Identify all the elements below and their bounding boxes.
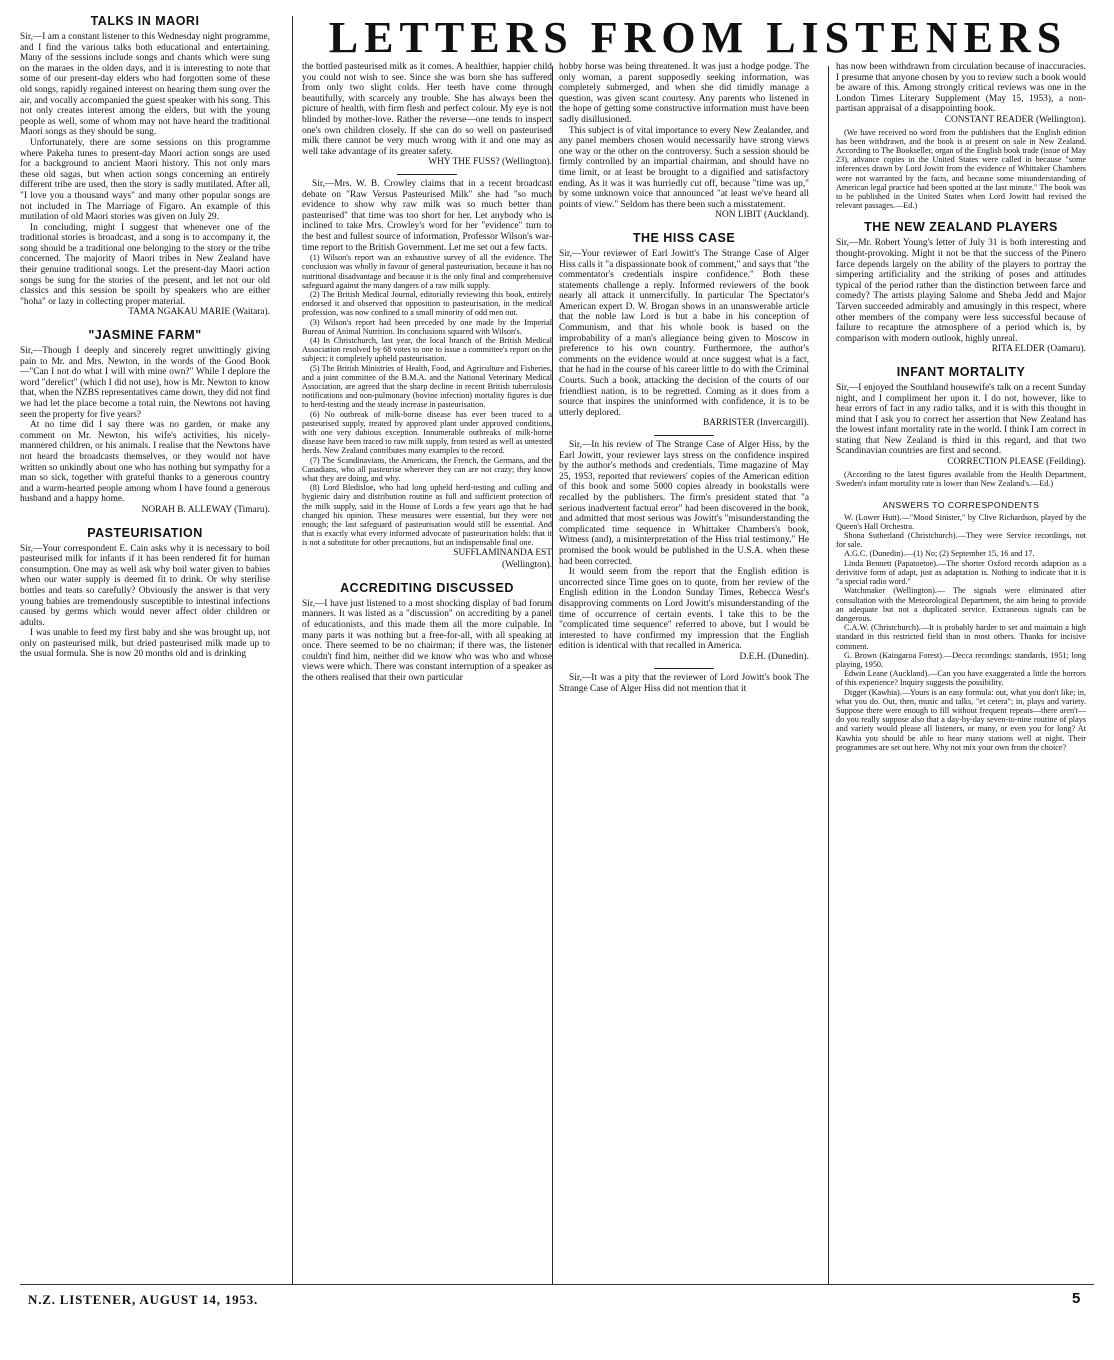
letter-signature: NON LIBIT (Auckland).	[715, 210, 809, 221]
answers-heading: ANSWERS TO CORRESPONDENTS	[882, 500, 1040, 511]
editor-note: (We have received no word from the publishers that the English edition has been withdrawn, and the book is at present on sale in New Zealand. According to The Bookseller, organ of the English book trade (issue of May 23), advance copies in the United States were called in because "some inferences drawn by Lord Jowitt from the evidence of Whittaker Chambers were not warranted by the facts, and because some misunderstanding of American legal practice had been spotted at the last minute." The book was to be published in the United States when Lord Jowitt had revised the relevant passages.—Ed.)	[836, 127, 1086, 211]
footer-publication-date: N.Z. LISTENER, AUGUST 14, 1953.	[28, 1292, 259, 1307]
letter-signature-place: (Wellington).	[501, 560, 552, 571]
letter-signature: NORAH B. ALLEWAY (Timaru).	[141, 504, 270, 515]
numbered-fact: (8) Lord Bledisloe, who had long upheld herd-testing and culling and hygienic dairy and distribution routine as full and sufficient protection of the milk supply, said in the House of Lords a few years ago that he had changed his opinion. These measures were essential, but they were not enough; the last safeguard of pasteurisation would still be essential. And that is exactly what every informed advocate of pasteurisation holds: that it is not a substitute for other precautions, but an indispensable final one.	[302, 483, 552, 548]
divider	[654, 435, 714, 436]
column-2	[302, 62, 552, 684]
answer-item: A.G.C. (Dunedin).—(1) No; (2) September 15, 16 and 17.	[844, 549, 1035, 559]
letter-paragraph: Sir,—In his review of The Strange Case of Alger Hiss, by the Earl Jowitt, your reviewer lays stress on the confidence inspired by the author's methods and credentials. Time magazine of May 25, 1953, reported that reviewers' copies of the American edition of this book and some 5000 copies already in bookstalls were recalled by the publishers. The firm's president stated that "a serious inadvertent factual error" had been discovered in the book, and admitted that most serious was Jowitt's "misunderstanding the complicated time sequence in Whittaker Chambers's book, Witness (and), a misinterpretation of the Hiss trial testimony." He promised the book would be published in the U.S.A. when these had been corrected.	[559, 440, 809, 567]
divider	[654, 668, 714, 669]
answer-item: Watchmaker (Wellington).— The signals were eliminated after consultation with the Meteorological Department, the aim being to provide an adequate but not a duplicated service. Extraneous signals can be dangerous.	[836, 586, 1086, 623]
letter-paragraph: In concluding, might I suggest that whenever one of the traditional stories is broadcast, and a song is to accompany it, the song should be a traditional one belonging to the story or the tribe concerned. The majority of Maori tribes in New Zealand have their genuine traditional songs. Let the present-day Maori action songs be sung for the stories of the present, and let not our old classics and this session be spoilt by speakers who are either "hoha" or lazy in collecting proper material.	[20, 222, 270, 307]
letter-paragraph: Sir,—I am a constant listener to this Wednesday night programme, and I find the various talks both educational and entertaining. Many of the sessions include songs and chants which were sung on the maraes in the olden days, and it is interesting to note that some of our present-day elders who had forgotten some of these old songs, rapidly regained interest on hearing them sung over the air, and vocally accompanied the guest speaker with his song. This not only creates interest among the elders, but with the young people as well, some of whom may not have heard the traditional Maori songs as they should be sung.	[20, 32, 270, 138]
editor-note: (According to the latest figures available from the Health Department, Sweden's infant mortality rate is lower than New Zealand's.—Ed.)	[836, 469, 1086, 488]
column-1	[20, 14, 270, 660]
column-rule	[292, 16, 293, 1284]
footer-rule	[20, 1284, 1094, 1285]
letter-paragraph: At no time did I say there was no garden, or make any comment on Mr. Newton, his wife's activities, his nicely-mannered children, or his animals. I realise that the Newtons have not heard the broadcasts themselves, or they would not have written so unkindly about one who has nothing but sympathy for a man so sick, together with grateful thanks to a generous country and a warm-hearted people among whom I have found a generous husband and a happy home.	[20, 420, 270, 505]
letter-paragraph: the bottled pasteurised milk as it comes. A healthier, happier child you could not wish to see. Since she was born she has suffered from only two slight colds. Her teeth have come through beautifully, with scarcely any trouble. She has always been the picture of health, with firm flesh and perfect colour. My eye is not blinded by mother-love. Rather the reverse—one tends to inspect one's own children closely. If she can do so well on pasteurised milk there cannot be very much wrong with it and one may as well take advantage of its greater safety.	[302, 62, 552, 157]
numbered-fact: (7) The Scandinavians, the Americans, the French, the Germans, and the Canadians, who all pasteurise wherever they can are not crazy; they know what they are doing, and why.	[302, 455, 552, 483]
numbered-fact: (3) Wilson's report had been preceded by one made by the Imperial Bureau of Animal Nutrition. Its conclusions squared with Wilson's.	[302, 317, 552, 336]
letter-signature: D.E.H. (Dunedin).	[739, 651, 809, 662]
letter-paragraph: has now been withdrawn from circulation because of inaccuracies. I presume that anyone chosen by you to review such a book would be aware of this. Among strongly critical reviews was one in the London Times Literary Supplement (May 15, 1953), a non-partisan appraisal of a disappointing book.	[836, 62, 1086, 115]
answer-item: W. (Lower Hutt).—"Mood Sinister," by Clive Richardson, played by the Queen's Hall Orchestra.	[836, 512, 1086, 531]
column-rule	[552, 66, 553, 1284]
talks-in-maori-heading: TALKS IN MAORI	[90, 14, 200, 28]
answer-item: Digger (Kawhia).—Yours is an easy formula: out, what you don't like; in, what you do. Out, then, music and talks, "et cetera"; in, plays and variety. Suppose there were enough to fill without frequent repeats—there aren't—do you really suppose also that a day-by-day seven-to-nine routine of plays and variety would please all listeners, or many, or even you for long? At Kawhia you should be able to hear many stations well at night. Their programmes are set out here. Why not mix your own from the choice?	[836, 687, 1086, 752]
letter-paragraph: Sir,—Your reviewer of Earl Jowitt's The Strange Case of Alger Hiss calls it "a dispassionate book of comment," and says that "the commentator's credentials inspire confidence." Both these statements challenge a reply. Informed reviewers of the book nearly all attack it unmercifully. In particular The Spectator's American expert D. W. Brogan shows in an unanswerable article that the noble law Lord is but a babe in his conception of Communism, and that his whole book is based on the improbability of a man's allegiance being given to Moscow in preference to his own country. Furthermore, the author's comments on the evidence would at once suggest what is a fact, that he had in the course of his career little to do with the Criminal Courts. Such a book, attacking the decision of the courts of our friendliest nation, is to be regretted. Coming as it does from a source that inspires the uninformed with confidence, it is to be utterly deplored.	[559, 248, 809, 418]
jasmine-farm-heading: "JASMINE FARM"	[88, 328, 202, 343]
letter-paragraph: hobby horse was being threatened. It was just a hodge podge. The only woman, a parent supposedly seeking information, was completely submerged, and when she did timidly manage a question, was given scant courtesy. Any parents who listened in the hope of getting some constructive information must have been sadly disillusioned.	[559, 62, 809, 125]
numbered-fact: (5) The British Ministries of Health, Food, and Agriculture and Fisheries, and a joint committee of the B.M.A. and the National Veterinary Medical Association, are agreed that the sharp decline in recent British tuberculosis notifications and non-pulmonary (bovine infection) mortality figures is due to herd-testing and the steady increase in pasteurisation.	[302, 363, 552, 410]
letter-signature: RITA ELDER (Oamaru).	[991, 344, 1086, 355]
answer-item: C.A.W. (Christchurch).—It is probably harder to set and maintain a high standard in this restricted field than in most others. Thanks for incisive comment.	[836, 623, 1086, 651]
letter-paragraph: I was unable to feed my first baby and she was brought up, not only on pasteurised milk, but dried pasteurised milk made up to the usual formula. She is now 20 months old and is drinking	[20, 628, 270, 660]
column-rule	[828, 66, 829, 1284]
letter-signature: CORRECTION PLEASE (Feilding).	[947, 457, 1086, 468]
letter-paragraph: Unfortunately, there are some sessions on this programme where Pakeha tunes to present-day Maori action songs are used for a background to ancient Maori history. This not only mars these old sagas, but when action songs concerning an entirely different tribe are used, then the story is sadly mutilated. After all, "I love you a thousand ways" and many other popular songs are not included in The Marriage of Figaro. An example of this mutilation of old Maori stories was given on July 29.	[20, 137, 270, 223]
letter-paragraph: This subject is of vital importance to every New Zealander, and any panel members chosen would necessarily have strong views one way or the other on the controversy. Such a session should be firmly controlled by an impartial chairman, and should have no time limit, or at least be brought to a dignified and satisfactory ending. As it was it was hurriedly cut off, because "time was up," by some unknown voice that announced "at least we've heard all points of view." Seldom has there been such a misstatement.	[559, 125, 809, 210]
column-3	[559, 62, 809, 695]
new-zealand-players-heading: THE NEW ZEALAND PLAYERS	[864, 220, 1058, 235]
letter-signature: WHY THE FUSS? (Wellington).	[428, 157, 552, 168]
page-number: 5	[1072, 1290, 1081, 1307]
accrediting-discussed-heading: ACCREDITING DISCUSSED	[340, 580, 514, 595]
numbered-fact: (4) In Christchurch, last year, the local branch of the British Medical Association resolved by 68 votes to one to issue a committee's report on the subject: it completely upheld pasteurisation.	[302, 335, 552, 364]
answer-item: Linda Bennett (Papatoetoe).—The shorter Oxford records adaption as a derivitive form of adapt, just as adaptation is. Nothing to indicate that it is "a special radio word."	[836, 558, 1086, 587]
letter-paragraph: Sir,—Mrs. W. B. Crowley claims that in a recent broadcast debate on "Raw Versus Pasteurised Milk" she had "so much evidence to show why raw milk was so much better than pasteurised" that time was too short for her. Let anybody who is inclined to take Mrs. Crowley's word for her "evidence" turn to the best and fullest source of information, Professor Wilson's war-time report to the British Government. Let me set out a few facts.	[302, 178, 552, 253]
hiss-case-heading: THE HISS CASE	[632, 230, 736, 245]
masthead-title: LETTERS FROM LISTENERS	[328, 13, 1068, 62]
numbered-fact: (6) No outbreak of milk-borne disease has ever been traced to a pasteurised supply, treated by approved plant under approved conditions, with one very dubious exception. Innumerable outbreaks of milk-borne disease have been traced to raw milk supply, from tested as well as untested herds. New Zealand contributes many examples to the record.	[302, 409, 552, 456]
letter-signature: SUFFLAMINANDA EST	[453, 547, 552, 558]
answer-item: Shona Sutherland (Christchurch).—They were Service recordings, not for sale.	[836, 531, 1086, 550]
answer-item: Edwin Leane (Auckland).—Can you have exaggerated a little the horrors of this experience? Inquiry suggests the possibility.	[836, 669, 1086, 688]
numbered-fact: (1) Wilson's report was an exhaustive survey of all the evidence. The conclusion was wholly in favour of general pasteurisation, because it has no nutritional disadvantage and because it is the only final and comprehensive safeguard against the many dangers of a raw milk supply.	[302, 253, 552, 290]
divider	[397, 174, 457, 175]
infant-mortality-heading: INFANT MORTALITY	[896, 364, 1026, 379]
letter-signature: TAMA NGAKAU MARIE (Waitara).	[128, 307, 270, 318]
letter-paragraph: Sir,—I have just listened to a most shocking display of bad forum manners. It was listed as a "discussion" on accrediting by a panel of educationists, and this made them all the more culpable. In many parts it was nothing but a free-for-all, with all speaking at once. There seemed to be no chairman; if there was, the listener couldn't find him, neither did we know who was who and whose views were which. There was constant interruption of a speaker as the others realised that their own particular	[302, 598, 552, 683]
letter-signature: CONSTANT READER (Wellington).	[944, 114, 1086, 125]
numbered-fact: (2) The British Medical Journal, editorially reviewing this book, entirely endorsed it and observed that opposition to pasteurisation, in the medical profession, was now confined to a small minority of odd men out.	[302, 289, 552, 318]
letter-paragraph: It would seem from the report that the English edition is uncorrected since Time goes on to quote, from her review of the English edition in the London Sunday Times, Rebecca West's disapproving comments on Lord Jowitt's misunderstanding of the time of occurrence of certain events. I take this to be the "complicated time sequence" referred to above, but I would be interested to have confirmed my impression that the English edition is identical with that recalled in America.	[559, 567, 809, 652]
letter-paragraph: Sir,—Mr. Robert Young's letter of July 31 is both interesting and thought-provoking. Might it not be that the success of the Pinero farce depends largely on the ability of the players to portray the simpering artificiality and the striking of poses and attitudes typical of the period rather than the distinction between farce and comedy? The artists playing Salome and Sheba Jedd and Major Tarven succeeded admirably and amusingly in this respect, where other members of the company were less successful because of failure to recapture the atmosphere of a period which is, by comparison with modern outlook, highly unreal.	[836, 238, 1086, 344]
pasteurisation-heading: PASTEURISATION	[87, 525, 203, 540]
column-4	[836, 62, 1086, 752]
letter-paragraph: Sir,—Though I deeply and sincerely regret unwittingly giving pain to Mr. and Mrs. Newton, in the words of the Good Book—"Can I not do what I will with mine own?" While I deplore the word "derelict" (which I did not use), how is Mr. Newton to know that, when the NZBS representatives came down, they did not find we had let the place become a total ruin, the Newtons not having seen the property for five years?	[20, 346, 270, 420]
letter-paragraph: Sir,—I enjoyed the Southland housewife's talk on a recent Sunday night, and I compliment her upon it. I do not, however, like to hear errors of fact in any radio talks, and it is with this thought in mind that I ask you to correct her assertion that New Zealand has the lowest infant mortality rate in the world. I think I am correct in stating that New Zealand is third in this regard, and that two Scandinavian countries are first and second.	[836, 382, 1086, 457]
answer-item: G. Brown (Kaingaroa Forest).—Decca recordings: standards, 1951; long playing, 1950.	[836, 650, 1086, 669]
letter-paragraph: Sir,—Your correspondent E. Cain asks why it is necessary to boil pasteurised milk for infants if it has been rendered fit for human consumption. One may as well ask why boil water given to babies when our water supply is deemed fit to drink. Or why sterilise bottles and teats so carefully? Obviously the answer is that very young babies are tremendously susceptible to intestinal infections caused by germs which would never affect older children or adults.	[20, 543, 270, 628]
letter-paragraph: Sir,—It was a pity that the reviewer of Lord Jowitt's book The Strange Case of Alger Hiss did not mention that it	[559, 673, 809, 695]
letter-signature: BARRISTER (Invercargill).	[702, 418, 809, 429]
